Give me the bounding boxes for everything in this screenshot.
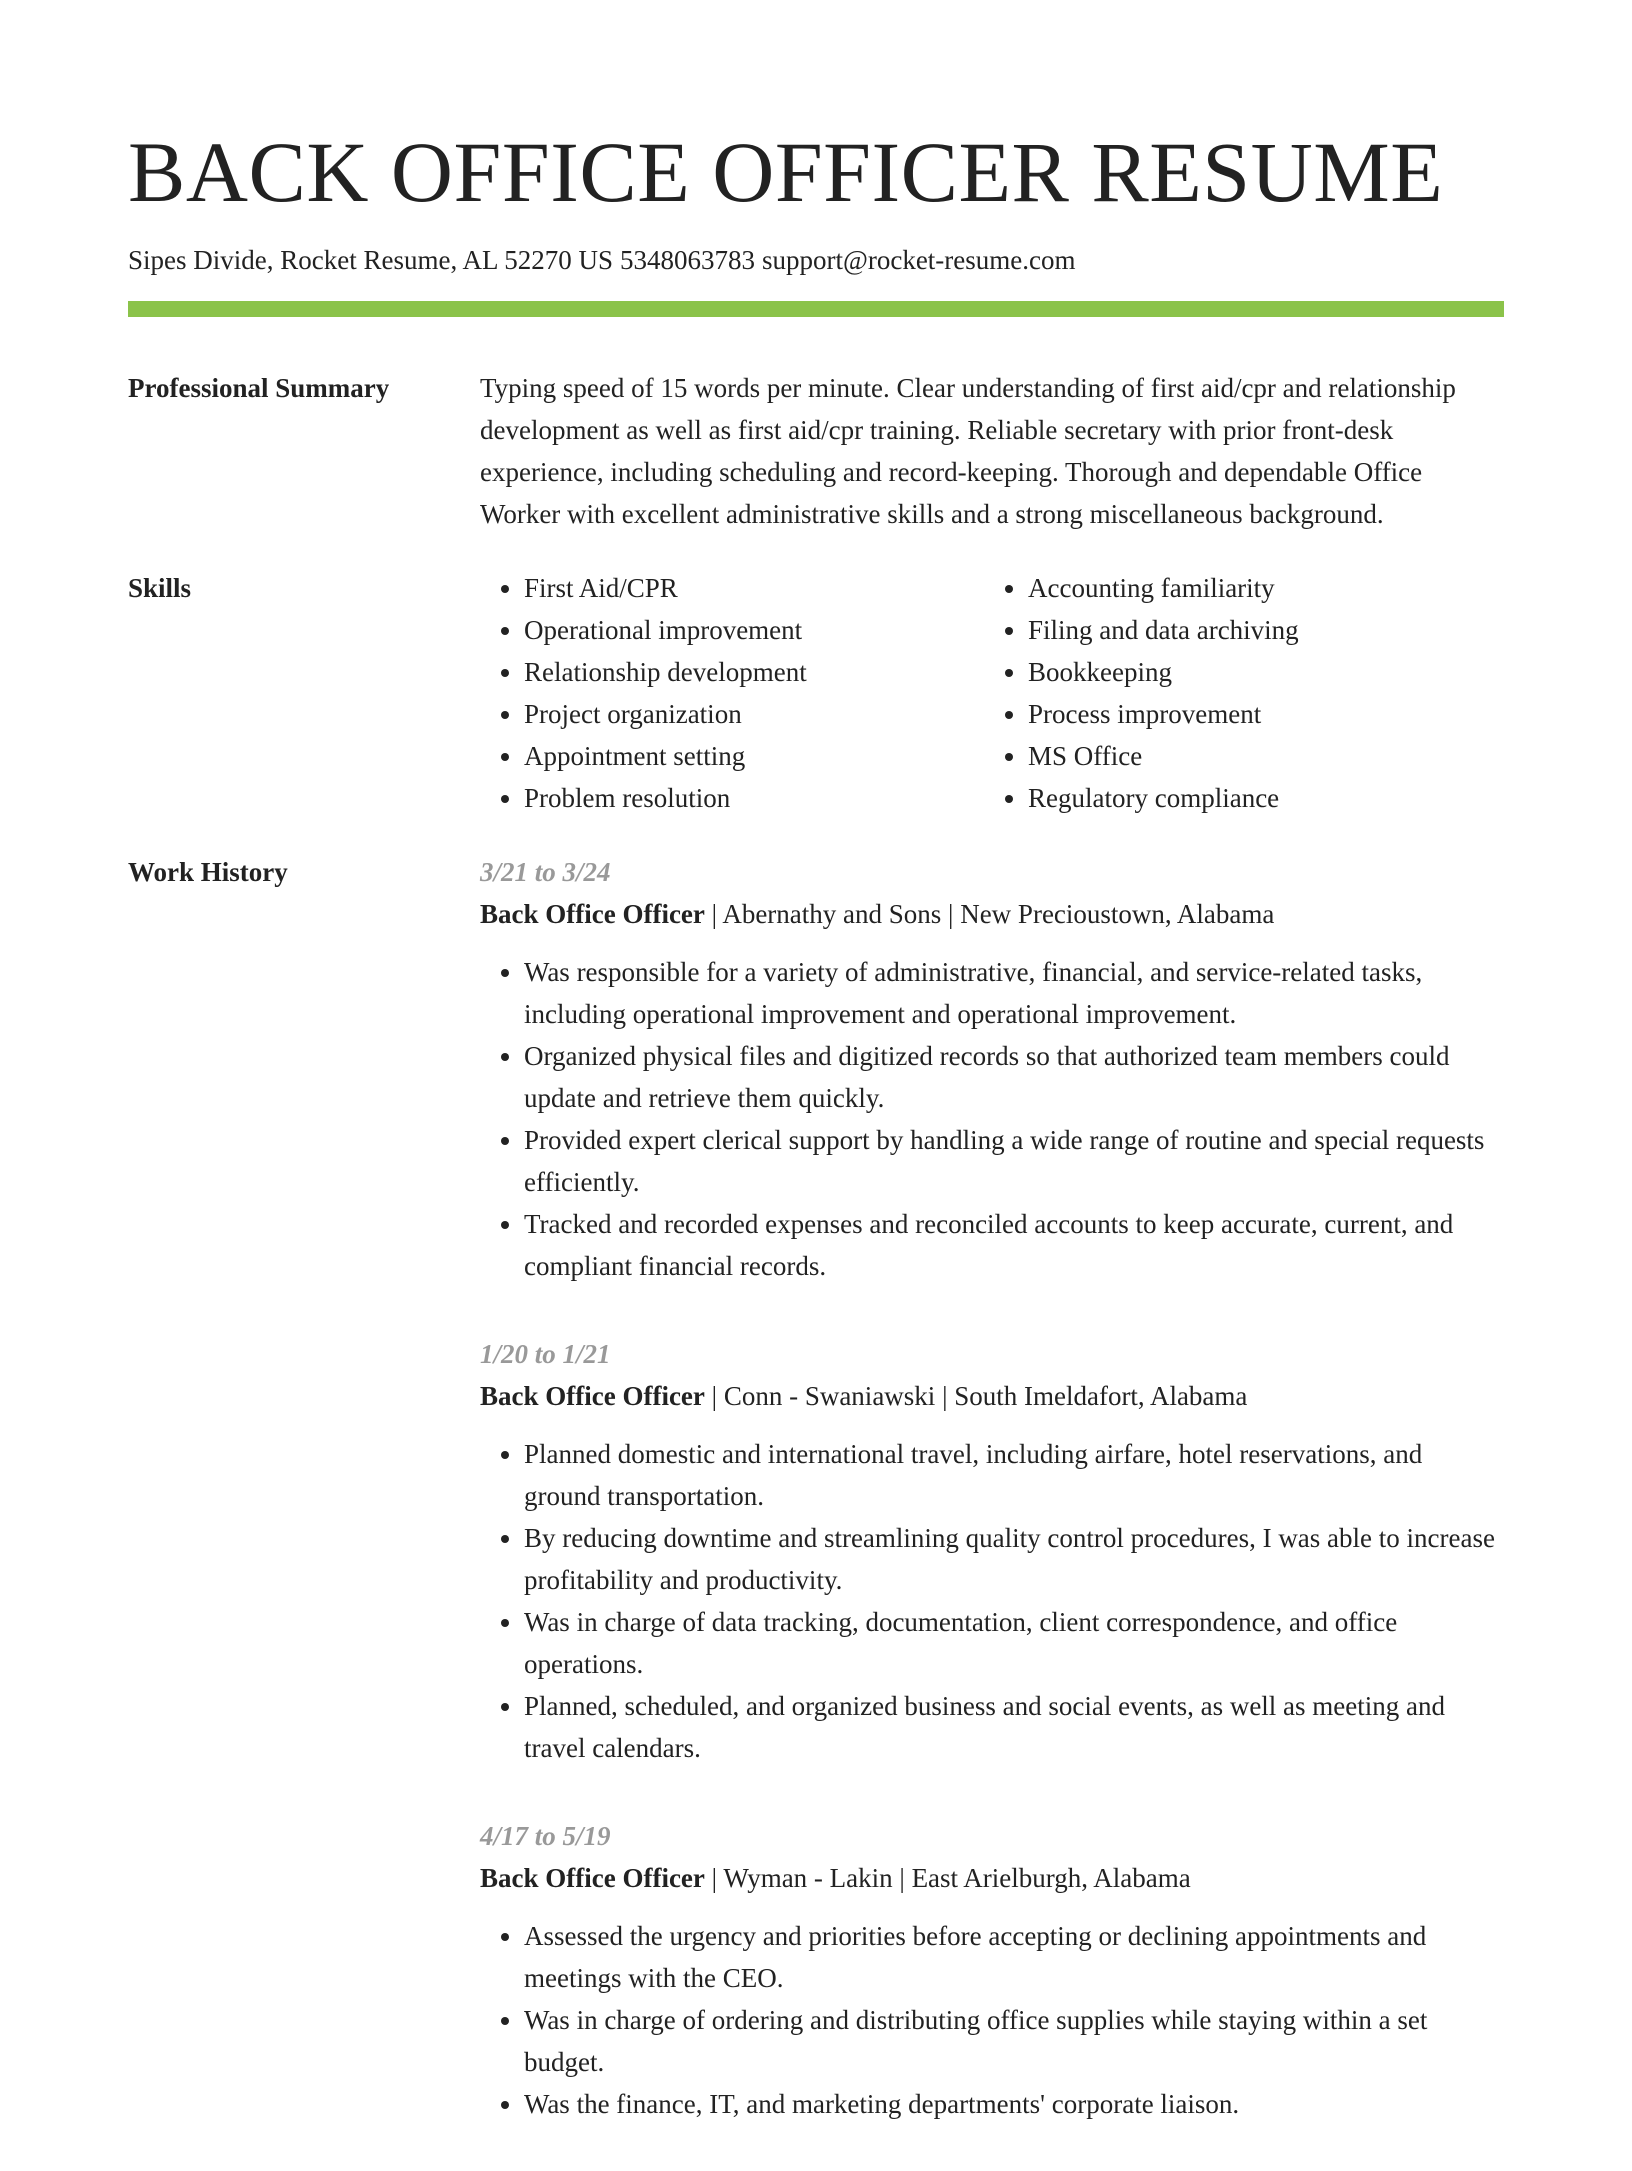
job-separator: |	[704, 899, 723, 929]
job-bullet: • Was in charge of ordering and distributing office supplies while staying within a set budget.	[524, 1999, 1504, 2083]
skill-item: • MS Office	[1028, 735, 1488, 777]
skill-item: • Regulatory compliance	[1028, 777, 1488, 819]
work-history-body	[480, 851, 1504, 2171]
job-bullets	[480, 1433, 1504, 1769]
job-title-line	[480, 1375, 1504, 1417]
job-separator: |	[892, 1863, 912, 1893]
skills-list-left	[480, 567, 984, 819]
job-dates: 4/17 to 5/19	[480, 1821, 611, 1851]
job-location: East Arielburgh, Alabama	[911, 1863, 1191, 1893]
job-separator: |	[704, 1863, 724, 1893]
job-bullet: • Planned, scheduled, and organized business and social events, as well as meeting and travel calendars.	[524, 1685, 1504, 1769]
summary-heading: Professional Summary	[128, 373, 390, 403]
job-title: Back Office Officer	[480, 1381, 705, 1411]
skill-item: • Appointment setting	[524, 735, 984, 777]
job-entry	[480, 1333, 1504, 1769]
job-bullet: • Was responsible for a variety of administrative, financial, and service-related tasks, including operational improvement and operational improvement.	[524, 951, 1504, 1035]
job-bullet: • Organized physical files and digitized records so that authorized team members could update and retrieve them quickly.	[524, 1035, 1504, 1119]
job-bullet: • Provided expert clerical support by handling a wide range of routine and special requests efficiently.	[524, 1119, 1504, 1203]
skill-item: • Problem resolution	[524, 777, 984, 819]
job-bullet: • Was the finance, IT, and marketing departments' corporate liaison.	[524, 2083, 1504, 2125]
job-location: New Precioustown, Alabama	[960, 899, 1275, 929]
skill-item: • Operational improvement	[524, 609, 984, 651]
job-bullet: • Planned domestic and international travel, including airfare, hotel reservations, and ground transportation.	[524, 1433, 1504, 1517]
job-title-line	[480, 1857, 1504, 1899]
job-company: Wyman - Lakin	[723, 1863, 893, 1893]
job-entry	[480, 1815, 1504, 2125]
summary-text: Typing speed of 15 words per minute. Clear understanding of first aid/cpr and relationship development as well as first aid/cpr training. Reliable secretary with prior front-desk experience, including scheduling and record-keeping. Thorough and dependable Office Worker with excellent administrative skills and a strong miscellaneous background.	[480, 373, 1456, 529]
job-title: Back Office Officer	[480, 1863, 705, 1893]
skills-heading: Skills	[128, 573, 192, 603]
resume-page	[128, 0, 1504, 2171]
header-divider	[128, 301, 1504, 317]
job-bullet: • Assessed the urgency and priorities before accepting or declining appointments and meetings with the CEO.	[524, 1915, 1504, 1999]
resume-title: BACK OFFICE OFFICER RESUME	[128, 124, 1444, 220]
summary-body	[480, 367, 1504, 535]
skill-item: • Process improvement	[1028, 693, 1488, 735]
skill-item: • First Aid/CPR	[524, 567, 984, 609]
job-dates: 1/20 to 1/21	[480, 1339, 611, 1369]
job-separator: |	[941, 899, 961, 929]
contact-email: support@rocket-resume.com	[761, 245, 1076, 275]
job-bullet: • By reducing downtime and streamlining quality control procedures, I was able to increase profitability and productivity.	[524, 1517, 1504, 1601]
contact-phone: 5348063783	[619, 245, 755, 275]
summary-section	[128, 367, 1504, 535]
skill-item: • Filing and data archiving	[1028, 609, 1488, 651]
job-bullet: • Tracked and recorded expenses and reconciled accounts to keep accurate, current, and compliant financial records.	[524, 1203, 1504, 1287]
skill-item: • Relationship development	[524, 651, 984, 693]
skills-list-right	[984, 567, 1488, 819]
contact-address: Sipes Divide, Rocket Resume, AL 52270 US	[128, 245, 613, 275]
job-entry	[480, 851, 1504, 1287]
work-history-section	[128, 851, 1504, 2171]
job-title: Back Office Officer	[480, 899, 705, 929]
skills-columns	[480, 567, 1504, 819]
skills-body	[480, 567, 1504, 819]
skill-item: • Accounting familiarity	[1028, 567, 1488, 609]
work-history-heading: Work History	[128, 857, 288, 887]
job-separator: |	[935, 1381, 955, 1411]
job-bullets	[480, 1915, 1504, 2125]
skill-item: • Bookkeeping	[1028, 651, 1488, 693]
job-bullet: • Was in charge of data tracking, documentation, client correspondence, and office operations.	[524, 1601, 1504, 1685]
skill-item: • Project organization	[524, 693, 984, 735]
job-company: Abernathy and Sons	[722, 899, 942, 929]
job-company: Conn - Swaniawski	[723, 1381, 936, 1411]
job-separator: |	[704, 1381, 724, 1411]
job-bullets	[480, 951, 1504, 1287]
skills-section	[128, 567, 1504, 819]
job-location: South Imeldafort, Alabama	[954, 1381, 1248, 1411]
job-title-line	[480, 893, 1504, 935]
contact-line	[128, 244, 1504, 276]
job-dates: 3/21 to 3/24	[480, 857, 611, 887]
